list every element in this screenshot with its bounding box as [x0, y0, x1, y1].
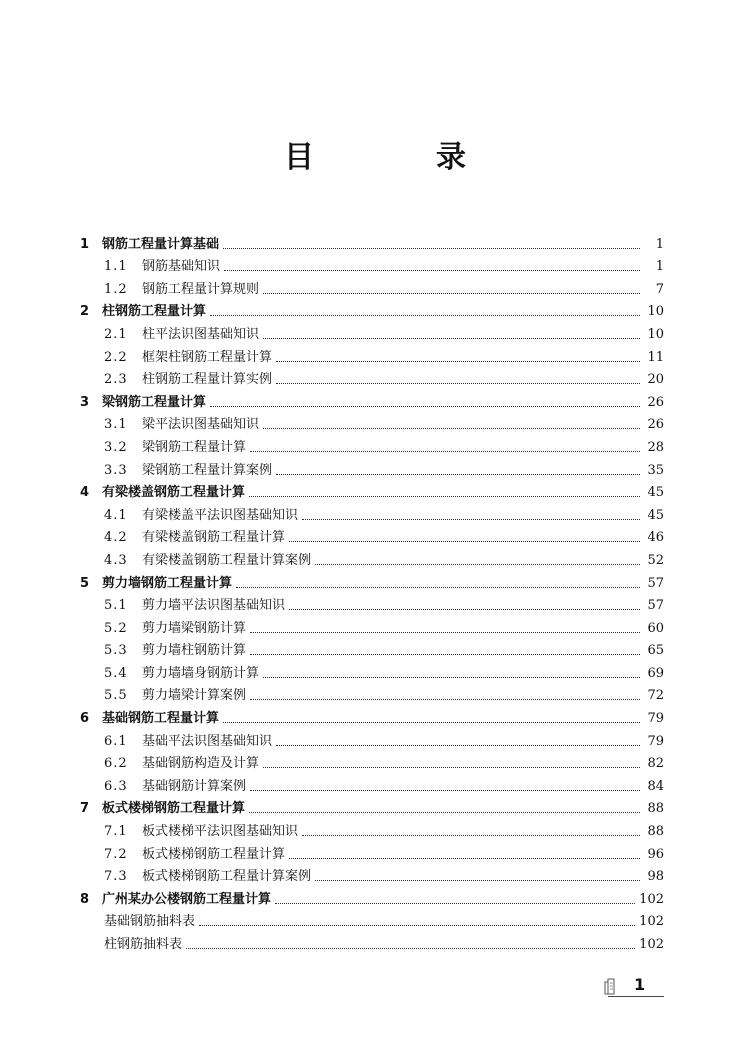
toc-entry-title: 钢筋工程量计算规则 [142, 281, 260, 297]
toc-entry-page: 96 [647, 846, 664, 862]
toc-entry-number: 7.3 [104, 869, 128, 885]
footer-rule [608, 996, 664, 997]
toc-section-entry[interactable] [80, 524, 664, 547]
toc-section-entry[interactable] [80, 433, 664, 456]
toc-entry-number: 4.3 [104, 552, 128, 568]
toc-entry-title: 梁钢筋工程量计算 [102, 394, 207, 410]
toc-entry-title: 基础钢筋工程量计算 [102, 711, 220, 727]
toc-entry-page: 57 [647, 598, 664, 614]
toc-chapter-entry[interactable] [80, 569, 664, 592]
toc-dot-leader [199, 925, 635, 926]
toc-dot-leader [315, 564, 640, 565]
toc-dot-leader [276, 745, 640, 746]
toc-entry-page: 1 [655, 236, 664, 252]
toc-dot-leader [263, 338, 640, 339]
toc-dot-leader [223, 248, 640, 249]
toc-dot-leader [263, 677, 640, 678]
toc-dot-leader [224, 270, 640, 271]
toc-entry-page: 46 [647, 530, 664, 546]
toc-entry-title: 梁钢筋工程量计算案例 [142, 462, 273, 478]
toc-dot-leader [315, 880, 640, 881]
toc-dot-leader [276, 474, 640, 475]
toc-dot-leader [250, 632, 640, 633]
toc-dot-leader [210, 315, 640, 316]
toc-section-entry[interactable] [80, 366, 664, 389]
toc-section-entry[interactable] [80, 659, 664, 682]
toc-dot-leader [276, 361, 640, 362]
toc-dot-leader [302, 519, 640, 520]
toc-entry-number: 4 [80, 485, 90, 501]
toc-section-entry[interactable] [80, 343, 664, 366]
toc-entry-title: 板式楼梯钢筋工程量计算 [142, 846, 286, 862]
toc-entry-number: 6.2 [104, 756, 128, 772]
toc-entry-title: 柱平法识图基础知识 [142, 326, 260, 342]
toc-entry-number: 1.2 [104, 281, 128, 297]
toc-entry-page: 28 [647, 439, 664, 455]
toc-chapter-entry[interactable] [80, 885, 664, 908]
toc-section-entry[interactable] [80, 637, 664, 660]
toc-entry-page: 11 [647, 349, 664, 365]
toc-chapter-entry[interactable] [80, 388, 664, 411]
toc-entry-page: 45 [647, 485, 664, 501]
toc-entry-title: 有梁楼盖钢筋工程量计算 [142, 530, 286, 546]
toc-entry-page: 60 [647, 620, 664, 636]
toc-entry-title: 板式楼梯平法识图基础知识 [142, 824, 299, 840]
toc-entry-number: 8 [80, 891, 90, 907]
toc-entry-number: 2.1 [104, 326, 128, 342]
toc-dot-leader [250, 654, 640, 655]
toc-entry-page: 102 [639, 891, 664, 907]
toc-section-entry[interactable] [80, 863, 664, 886]
toc-section-entry[interactable] [80, 930, 664, 953]
toc-entry-page: 72 [647, 688, 664, 704]
toc-entry-page: 65 [647, 643, 664, 659]
toc-section-entry[interactable] [80, 253, 664, 276]
toc-dot-leader [302, 835, 640, 836]
toc-entry-page: 69 [647, 665, 664, 681]
toc-entry-number: 1 [80, 236, 90, 252]
toc-entry-number: 3 [80, 394, 90, 410]
toc-entry-title: 柱钢筋抽料表 [104, 937, 183, 952]
book-page-icon [604, 977, 620, 995]
toc-dot-leader [275, 903, 635, 904]
toc-section-entry[interactable] [80, 727, 664, 750]
toc-entry-number: 6.3 [104, 778, 128, 794]
toc-section-entry[interactable] [80, 546, 664, 569]
toc-entry-page: 57 [647, 575, 664, 591]
toc-dot-leader [249, 496, 640, 497]
page-number: 1 [634, 975, 646, 994]
page-footer [604, 975, 664, 997]
toc-section-entry[interactable] [80, 682, 664, 705]
toc-section-entry[interactable] [80, 592, 664, 615]
toc-dot-leader [250, 451, 640, 452]
toc-entry-page: 98 [647, 869, 664, 885]
toc-entry-page: 10 [647, 326, 664, 342]
toc-entry-title: 钢筋工程量计算基础 [102, 236, 220, 252]
toc-entry-page: 10 [647, 304, 664, 320]
toc-entry-number: 5.1 [104, 598, 128, 614]
toc-entry-number: 7 [80, 801, 90, 817]
toc-entry-page: 102 [639, 937, 664, 952]
toc-entry-title: 剪力墙柱钢筋计算 [142, 643, 247, 659]
toc-entry-page: 88 [647, 824, 664, 840]
toc-entry-number: 2.2 [104, 349, 128, 365]
toc-dot-leader [249, 812, 640, 813]
toc-entry-title: 钢筋基础知识 [142, 259, 221, 275]
toc-entry-title: 有梁楼盖平法识图基础知识 [142, 507, 299, 523]
toc-entry-page: 45 [647, 507, 664, 523]
toc-dot-leader [289, 858, 640, 859]
toc-section-entry[interactable] [80, 411, 664, 434]
toc-entry-number: 3.1 [104, 417, 128, 433]
toc-dot-leader [263, 428, 640, 429]
toc-dot-leader [276, 383, 640, 384]
toc-entry-title: 板式楼梯钢筋工程量计算案例 [142, 869, 312, 885]
toc-entry-page: 26 [647, 417, 664, 433]
toc-chapter-entry[interactable] [80, 704, 664, 727]
toc-entry-number: 4.1 [104, 507, 128, 523]
toc-dot-leader [250, 699, 640, 700]
toc-section-entry[interactable] [80, 275, 664, 298]
toc-section-entry[interactable] [80, 908, 664, 931]
toc-entry-title: 剪力墙墙身钢筋计算 [142, 665, 260, 681]
toc-section-entry[interactable] [80, 750, 664, 773]
toc-dot-leader [236, 587, 640, 588]
toc-dot-leader [263, 767, 640, 768]
page-title: 目 录 [284, 140, 512, 175]
toc-entry-number: 5.4 [104, 665, 128, 681]
toc-entry-number: 1.1 [104, 259, 128, 275]
toc-entry-title: 基础钢筋计算案例 [142, 778, 247, 794]
toc-section-entry[interactable] [80, 772, 664, 795]
toc-entry-number: 5.5 [104, 688, 128, 704]
toc-dot-leader [250, 790, 640, 791]
toc-entry-page: 35 [647, 462, 664, 478]
toc-entry-title: 剪力墙钢筋工程量计算 [102, 575, 233, 591]
toc-entry-title: 梁钢筋工程量计算 [142, 439, 247, 455]
toc-entry-title: 框架柱钢筋工程量计算 [142, 349, 273, 365]
toc-entry-title: 柱钢筋工程量计算实例 [142, 372, 273, 388]
table-of-contents [80, 230, 664, 953]
toc-dot-leader [223, 722, 640, 723]
toc-entry-title: 基础平法识图基础知识 [142, 733, 273, 749]
toc-section-entry[interactable] [80, 817, 664, 840]
toc-entry-number: 5 [80, 575, 90, 591]
toc-chapter-entry[interactable] [80, 795, 664, 818]
toc-entry-number: 2.3 [104, 372, 128, 388]
toc-section-entry[interactable] [80, 456, 664, 479]
toc-entry-page: 7 [655, 281, 664, 297]
toc-entry-number: 7.2 [104, 846, 128, 862]
toc-entry-page: 79 [647, 711, 664, 727]
toc-entry-number: 5.3 [104, 643, 128, 659]
toc-dot-leader [186, 948, 635, 949]
toc-chapter-entry[interactable] [80, 479, 664, 502]
toc-entry-page: 102 [639, 914, 664, 930]
toc-section-entry[interactable] [80, 320, 664, 343]
toc-chapter-entry[interactable] [80, 298, 664, 321]
toc-dot-leader [289, 609, 640, 610]
toc-dot-leader [289, 541, 640, 542]
toc-entry-title: 剪力墙平法识图基础知识 [142, 598, 286, 614]
toc-entry-page: 1 [655, 259, 664, 275]
toc-entry-page: 79 [647, 733, 664, 749]
toc-entry-title: 柱钢筋工程量计算 [102, 304, 207, 320]
toc-entry-title: 基础钢筋构造及计算 [142, 756, 260, 772]
toc-entry-title: 梁平法识图基础知识 [142, 417, 260, 433]
toc-entry-number: 4.2 [104, 530, 128, 546]
toc-section-entry[interactable] [80, 614, 664, 637]
toc-entry-page: 84 [647, 778, 664, 794]
toc-section-entry[interactable] [80, 840, 664, 863]
toc-entry-number: 6 [80, 711, 90, 727]
toc-entry-title: 基础钢筋抽料表 [104, 914, 196, 930]
toc-entry-page: 20 [647, 372, 664, 388]
toc-entry-page: 26 [647, 394, 664, 410]
toc-entry-page: 88 [647, 801, 664, 817]
toc-dot-leader [263, 293, 640, 294]
toc-chapter-entry[interactable] [80, 230, 664, 253]
toc-entry-number: 7.1 [104, 824, 128, 840]
toc-entry-number: 5.2 [104, 620, 128, 636]
toc-entry-title: 板式楼梯钢筋工程量计算 [102, 801, 246, 817]
toc-entry-number: 6.1 [104, 733, 128, 749]
toc-entry-title: 有梁楼盖钢筋工程量计算 [102, 485, 246, 501]
toc-entry-number: 2 [80, 304, 90, 320]
toc-entry-page: 52 [647, 552, 664, 568]
toc-entry-title: 广州某办公楼钢筋工程量计算 [102, 891, 272, 907]
toc-dot-leader [210, 406, 640, 407]
toc-entry-title: 剪力墙梁钢筋计算 [142, 620, 247, 636]
toc-entry-title: 剪力墙梁计算案例 [142, 688, 247, 704]
toc-section-entry[interactable] [80, 501, 664, 524]
toc-entry-title: 有梁楼盖钢筋工程量计算案例 [142, 552, 312, 568]
toc-entry-number: 3.3 [104, 462, 128, 478]
toc-entry-page: 82 [647, 756, 664, 772]
toc-entry-number: 3.2 [104, 439, 128, 455]
